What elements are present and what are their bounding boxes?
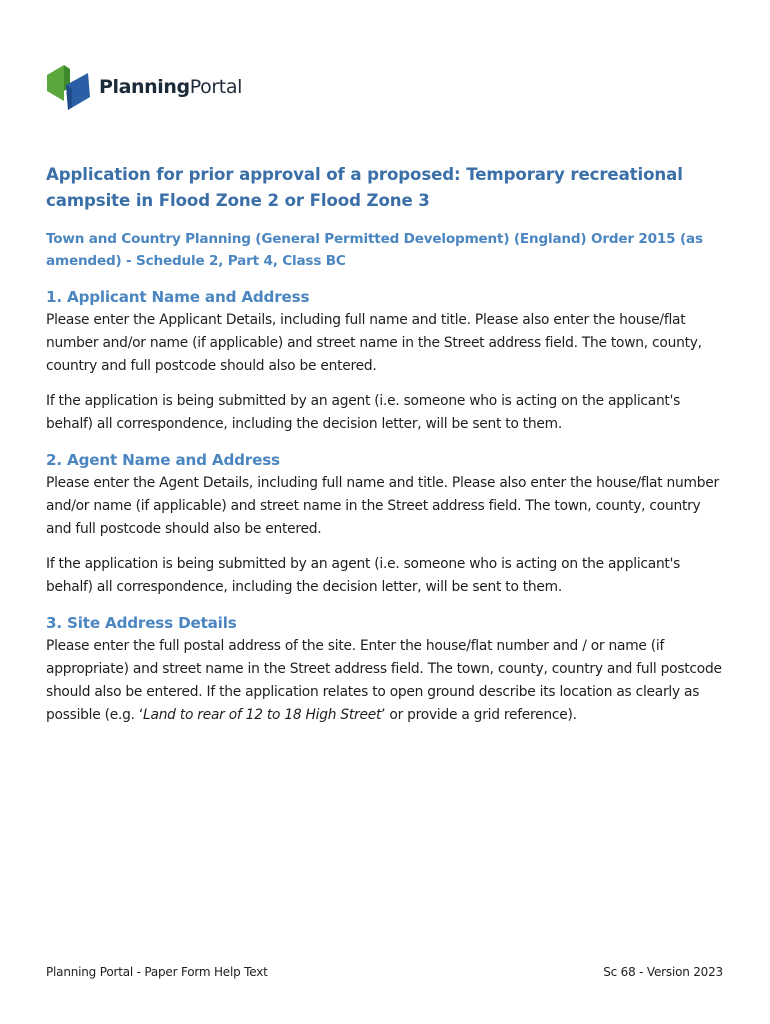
document-title: Application for prior approval of a proposed: Temporary recreational campsite in Flood Zone 2 or Flood Zone 3: [46, 165, 683, 210]
section-paragraph: If the application is being submitted by an agent (i.e. someone who is acting on the applicant's behalf) all correspondence, including the decision letter, will be sent to them.: [46, 556, 681, 595]
example-text: Land to rear of 12 to 18 High Street: [143, 707, 382, 723]
section-agent: [46, 449, 726, 611]
section-heading: 2. Agent Name and Address: [46, 451, 280, 469]
section-paragraph: [46, 635, 726, 727]
planning-portal-logo: [46, 63, 242, 111]
paragraph-text: Please enter the full postal address of the site. Enter the house/flat number and / or name (if appropriate) and street name in the Street address field. The town, county, country and full postcode should also be entered. If the application relates to open ground describe its location as clearly as possible (e.g. ‘: [46, 638, 722, 723]
section-heading: 3. Site Address Details: [46, 614, 237, 632]
section-paragraph: If the application is being submitted by an agent (i.e. someone who is acting on the applicant's behalf) all correspondence, including the decision letter, will be sent to them.: [46, 393, 681, 432]
footer-right-text: Sc 68 - Version 2023: [603, 965, 723, 979]
document-subtitle: Town and Country Planning (General Permitted Development) (England) Order 2015 (as amended) - Schedule 2, Part 4, Class BC: [46, 231, 703, 269]
footer-left-text: Planning Portal - Paper Form Help Text: [46, 965, 268, 979]
planning-portal-logo-icon: [46, 63, 92, 111]
section-heading: 1. Applicant Name and Address: [46, 288, 310, 306]
section-applicant: [46, 286, 726, 448]
paragraph-text: ’ or provide a grid reference).: [381, 707, 577, 723]
section-site-address: [46, 612, 726, 739]
logo-wordmark: PlanningPortal: [99, 76, 242, 98]
section-paragraph: Please enter the Agent Details, including full name and title. Please also enter the house/flat number and/or name (if applicable) and street name in the Street address field. The town, county, country and full postcode should also be entered.: [46, 475, 719, 537]
section-paragraph: Please enter the Applicant Details, including full name and title. Please also enter the house/flat number and/or name (if applicable) and street name in the Street address field. The town, county, country and full postcode should also be entered.: [46, 312, 702, 374]
